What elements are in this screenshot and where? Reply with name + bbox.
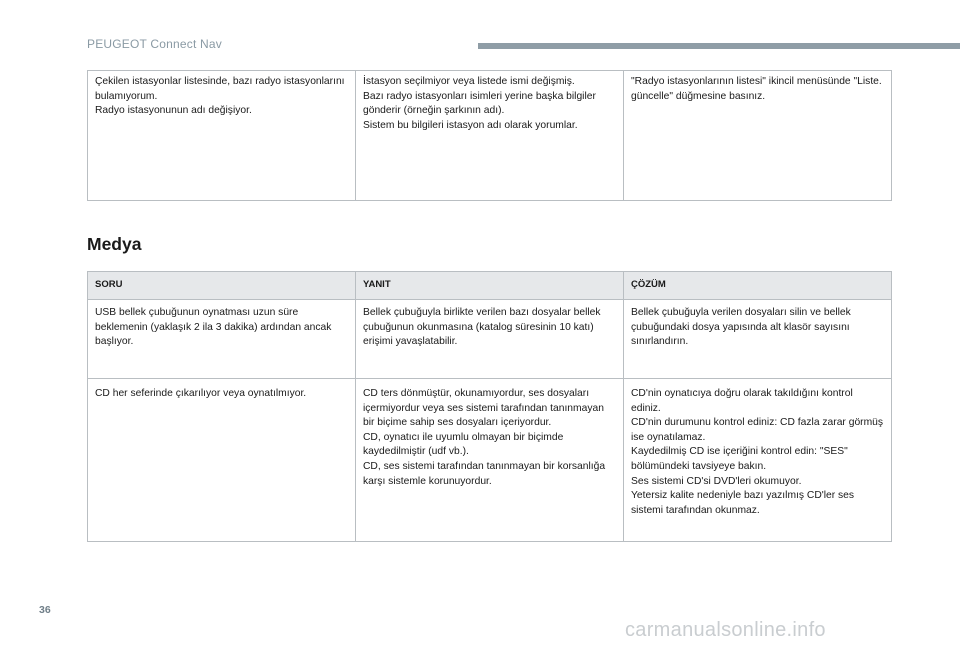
watermark-text: carmanualsonline.info: [625, 619, 826, 641]
answer-cell: Bellek çubuğuyla birlikte verilen bazı dosyalar bellek çubuğunun okunmasına (katalog süresinin 10 katı) erişimi yavaşlatabilir.: [356, 300, 624, 379]
question-cell: Çekilen istasyonlar listesinde, bazı radyo istasyonlarını bulamıyorum. Radyo istasyonunun adı değişiyor.: [88, 71, 356, 201]
solution-cell: Bellek çubuğuyla verilen dosyaları silin ve bellek çubuğundaki dosya yapısında alt klasör sayısını sınırlandırın.: [624, 300, 892, 379]
answer-cell: İstasyon seçilmiyor veya listede ismi değişmiş. Bazı radyo istasyonları isimleri yerine başka bilgiler gönderir (örneğin şarkının adı). Sistem bu bilgileri istasyon adı olarak yorumlar.: [356, 71, 624, 201]
media-troubleshooting-table: [87, 271, 892, 542]
solution-cell: "Radyo istasyonlarının listesi" ikincil menüsünde "Liste. güncelle" düğmesine basınız.: [624, 71, 892, 201]
column-header-solution: ÇÖZÜM: [624, 272, 892, 300]
solution-cell: CD'nin oynatıcıya doğru olarak takıldığını kontrol ediniz. CD'nin durumunu kontrol ediniz: CD fazla zarar görmüş ise oynatılamaz. Kaydedilmiş CD ise içeriğini kontrol edin: "SES" bölümündeki tavsiyeye bakın. Ses sistemi CD'si DVD'leri okumuyor. Yetersiz kalite nedeniyle bazı yazılmış CD'ler ses sistemi tarafından okunmaz.: [624, 379, 892, 542]
page-number: 36: [39, 604, 51, 616]
column-header-answer: YANIT: [356, 272, 624, 300]
table-row: [88, 71, 892, 201]
section-title-media: Medya: [87, 234, 142, 254]
answer-cell: CD ters dönmüştür, okunamıyordur, ses dosyaları içermiyordur veya ses sistemi tarafından tanınmayan bir biçime sahip ses dosyaları içeriyordur. CD, oynatıcı ile uyumlu olmayan bir biçimde kaydedilmiştir (udf vb.). CD, ses sistemi tarafından tanınmayan bir korsanlığa karşı sistemle korunuyordur.: [356, 379, 624, 542]
radio-troubleshooting-table: [87, 70, 892, 201]
document-header-title: PEUGEOT Connect Nav: [87, 37, 222, 51]
table-row: [88, 379, 892, 542]
column-header-question: SORU: [88, 272, 356, 300]
table-row: [88, 300, 892, 379]
table-header-row: [88, 272, 892, 300]
question-cell: CD her seferinde çıkarılıyor veya oynatılmıyor.: [88, 379, 356, 542]
header-divider-bar: [478, 43, 960, 49]
question-cell: USB bellek çubuğunun oynatması uzun süre beklemenin (yaklaşık 2 ila 3 dakika) ardından ancak başlıyor.: [88, 300, 356, 379]
